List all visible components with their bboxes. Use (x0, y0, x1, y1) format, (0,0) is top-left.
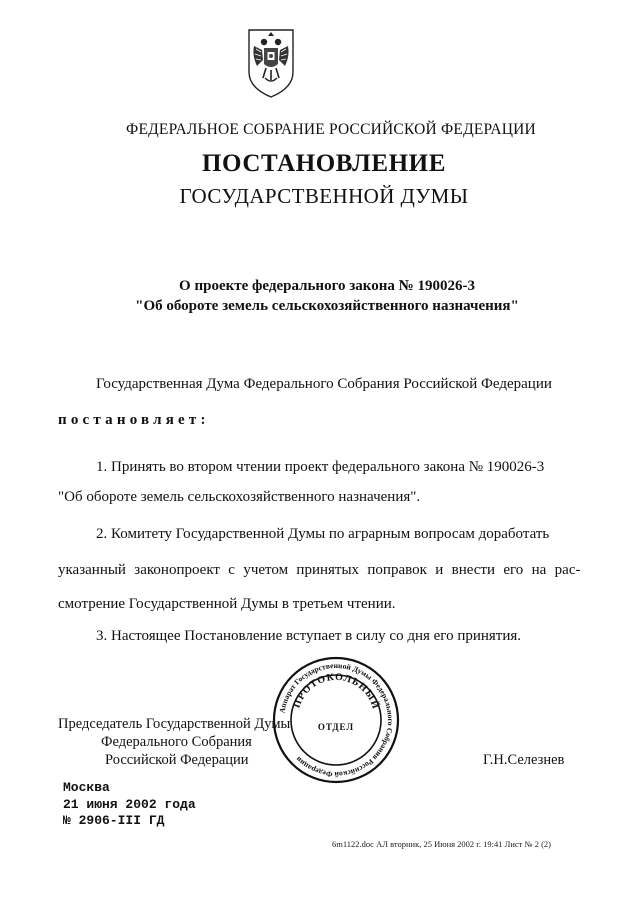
document-type-title: ПОСТАНОВЛЕНИЕ (201, 150, 447, 177)
registration-number: № 2906-III ГД (63, 813, 165, 828)
coat-of-arms-icon (246, 26, 296, 100)
protocol-department-stamp (270, 654, 402, 786)
signatory-title-line-2: Федерального Собрания (101, 734, 252, 750)
organization-heading: ФЕДЕРАЛЬНОЕ СОБРАНИЕ РОССИЙСКОЙ ФЕДЕРАЦИИ (126, 121, 536, 138)
item-1-line-1: 1. Принять во втором чтении проект федерального закона № 190026-3 (96, 459, 545, 475)
subject-line-2: "Об обороте земель сельскохозяйственного назначения" (135, 298, 519, 314)
footer-file-info: 6m1122.doc АЛ вторник, 25 Июня 2002 г. 19:41 Лист № 2 (2) (332, 839, 552, 849)
intro-paragraph: Государственная Дума Федерального Собрания Российской Федерации (96, 376, 552, 392)
subject-line-1: О проекте федерального закона № 190026-3 (179, 278, 475, 294)
stamp-center-text: ОТДЕЛ (317, 722, 355, 732)
item-3-line: 3. Настоящее Постановление вступает в силу со дня его принятия. (96, 628, 522, 644)
item-1-line-2: "Об обороте земель сельскохозяйственного назначения". (58, 489, 421, 505)
signatory-title-line-3: Российской Федерации (105, 752, 249, 768)
subject-block (0, 276, 640, 316)
decree-word: постановляет: (58, 412, 210, 428)
issuing-body-heading: ГОСУДАРСТВЕННОЙ ДУМЫ (179, 184, 469, 208)
stamp-inner-text: ПРОТОКОЛЬНЫЙ (291, 671, 382, 712)
signatory-name: Г.Н.Селезнев (483, 752, 565, 768)
signatory-title-line-1: Председатель Государственной Думы (58, 716, 291, 732)
item-2-line-1: 2. Комитету Государственной Думы по аграрным вопросам доработать (96, 526, 550, 542)
registration-city: Москва (63, 780, 110, 795)
registration-date: 21 июня 2002 года (63, 797, 196, 812)
stamp-outer-text: Аппарат Государственной Думы Федерального Собрания Российской Федерации (277, 660, 396, 780)
item-2-line-2: указанный законопроект с учетом принятых поправок и внести его на рас- (58, 562, 581, 578)
item-2-line-3: смотрение Государственной Думы в третьем чтении. (58, 596, 396, 612)
